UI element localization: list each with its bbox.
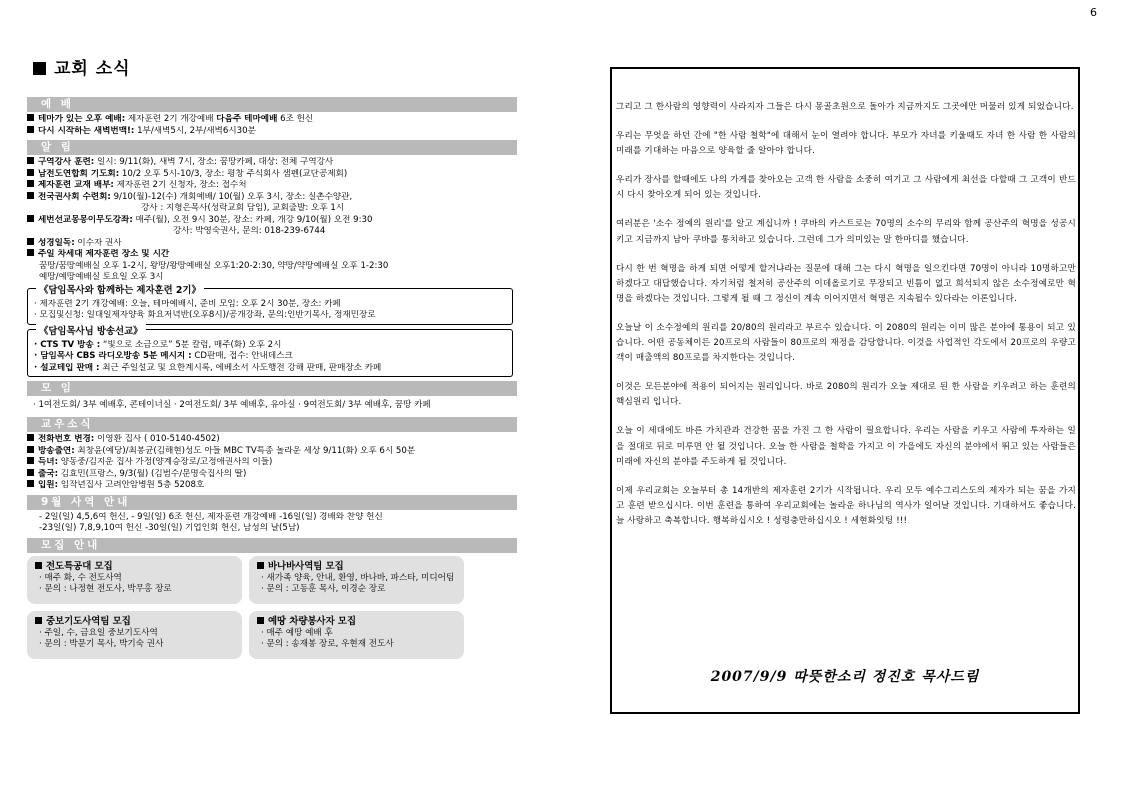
square-bullet-icon (27, 238, 34, 245)
recruit-card (249, 611, 464, 659)
card-title (257, 561, 464, 573)
card-line: · 매주 화, 수 전도사역 (39, 572, 122, 583)
recruit-card (249, 556, 464, 604)
square-bullet-icon (27, 249, 34, 256)
section-header-recruit: 모집 안내 (27, 538, 517, 553)
square-bullet-icon (27, 157, 34, 164)
column-paragraph: 우리는 무엇을 하던 간에 "한 사람 철학"에 대해서 눈이 열려야 합니다. 부모가 자녀를 키울때도 자녀 한 사람 한 사람의 미래를 기대하는 마음으로 양육할 줄 알아야 합니다. (616, 131, 1076, 157)
list-item (27, 446, 517, 458)
list-item (27, 480, 517, 492)
square-bullet-icon (27, 215, 34, 222)
square-bullet-icon (27, 169, 34, 176)
item-text: “빛으로 소금으로” 5분 칼럼, 매주(화) 오후 2시 (102, 339, 282, 350)
item-text: 제자훈련 2기 개강예배 (127, 114, 214, 124)
item-text: 이수자 권사 (77, 237, 122, 248)
section-header-schedule: 9월 사역 안내 (27, 495, 517, 510)
box-line: · 모집및신청: 일대일제자양육 화요저녁반(오후8시)/공개강좌, 문의:인반기목사, 정재민장로 (34, 310, 376, 320)
item-label: · 설교테입 판매 : (34, 362, 100, 373)
section-header-members: 교우소식 (27, 417, 517, 432)
card-title-text: 예땅 차량봉사자 모집 (268, 615, 357, 627)
item-label: 전화번호 변경: (38, 434, 95, 444)
item-text: 최근 주일설교 및 요한계시록, 에베소서 사도행전 강해 판매, 판매장소 카페 (102, 362, 382, 373)
recruit-card (27, 611, 242, 659)
square-bullet-icon (257, 617, 264, 624)
square-bullet-icon (257, 562, 264, 569)
item-text: 임작년집사 고려안암병원 5층 5208호 (60, 480, 205, 490)
list-item (27, 157, 517, 169)
column-paragraph: 다시 한 번 혁명을 하게 되면 어떻게 할거냐라는 질문에 대해 그는 다시 혁명을 일으킨다면 70명이 아니라 10명하고만 하겠다고 대답했습니다. 자기처럼 철저히 공산주의 이데올로기로 무장되고 빈틈이 없고 희석되지 않은 소수정예로만 혁명을 하겠다는 것입니다. 그렇게 될 때 그 정신이 계속 이어지면서 혁명은 지속될수 있다라는 이론입니다. (616, 263, 1076, 304)
item-text: 이영환 집사 ( 010-5140-4502) (96, 434, 220, 444)
square-bullet-icon (33, 62, 46, 75)
item-text: 1부/새벽5시, 2부/새벽6시30분 (137, 125, 256, 136)
item-text: 양동중/김지운 집사 가정(양계승장로/고정애권사의 이들) (60, 457, 273, 467)
list-item (27, 114, 517, 126)
page-title-text: 교회 소식 (54, 59, 131, 79)
square-bullet-icon (27, 434, 34, 441)
list-item (27, 169, 517, 181)
members-list (27, 434, 517, 492)
square-bullet-icon (27, 126, 34, 133)
item-text: 매주(월), 오전 9시 30분, 장소: 카페, 개강 9/10(월) 오전 9:30 (135, 214, 373, 225)
item-label: 방송출연: (38, 445, 75, 456)
item-label: 다시 시작하는 새벽번맥!: (38, 125, 135, 136)
recruit-card (27, 556, 242, 604)
section-header-worship: 예 배 (27, 97, 517, 112)
square-bullet-icon (35, 617, 42, 624)
list-item (27, 261, 517, 273)
square-bullet-icon (27, 180, 34, 187)
page-number: 6 (1090, 6, 1097, 19)
column-paragraph: 오늘날 이 소수정예의 원리를 20/80의 원리라고 부르수 있습니다. 이 2080의 원리는 이미 많은 분야에 통용이 되고 있습니다. 어떤 공동체이든 20프로의 사람들이 80프로의 재정을 감당합니다. 이것을 사업적인 각도에서 20프로의 우량고객이 매출액의 80프로를 차지한다는 것입니다. (616, 322, 1076, 364)
square-bullet-icon (27, 480, 34, 487)
pastor-column-text (616, 100, 1076, 543)
list-item (27, 180, 517, 192)
card-title (35, 561, 242, 573)
item-label: 구역강사 훈련: (38, 157, 95, 167)
item-text: 일시: 9/11(화), 새벽 7시, 장소: 꿈땅카페, 대상: 전체 구역강사 (96, 157, 334, 167)
list-item (27, 238, 517, 250)
card-line: · 문의 : 나정현 전도사, 박무홍 장로 (39, 584, 172, 594)
item-text: 제자훈련 2기 신청자, 장소: 접수처 (116, 180, 247, 190)
card-line: · 문의 : 송재봉 장로, 우현재 전도사 (261, 639, 394, 649)
card-title-text: 중보기도사역팀 모집 (46, 615, 131, 627)
item-label: 입원: (38, 480, 59, 490)
item-text: 예땅/예땅예배실 토요일 오후 3시 (39, 272, 164, 282)
list-item (27, 126, 517, 138)
list-item (27, 434, 517, 446)
card-title-text: 전도특공대 모집 (46, 560, 113, 572)
column-paragraph: 우리가 장사를 할때에도 나의 가게를 찾아오는 고객 한 사람을 소중히 여기고 그 사람에게 최선을 다할때 그 고객이 반드시 다시 찾아오게 되어 있는 것입니다. (616, 175, 1076, 201)
item-label: 테마가 있는 오후 예배: (38, 114, 126, 124)
item-text: 강사 : 지형은목사(성락교회 담임), 교회출발: 오후 1시 (141, 203, 345, 213)
square-bullet-icon (27, 192, 34, 199)
broadcast-box (27, 325, 513, 378)
card-title (257, 616, 464, 628)
item-label: 득녀: (38, 457, 59, 467)
box-line: · 제자훈련 2기 개강예배: 오늘, 테마예배시, 준비 모임: 오후 2시 30분, 장소: 카페 (34, 298, 341, 309)
schedule-line: - 2일(일) 4,5,6여 헌신, - 9일(일) 6조 헌신, 제자훈련 개강예배 -16일(일) 경배와 찬양 헌신 (39, 511, 383, 522)
page-title (33, 54, 517, 79)
signature: 2007/9/9 따뜻한소리 정진호 목사드림 (710, 669, 980, 685)
column-paragraph: 이것은 모든분야에 적용이 되어지는 원리입니다. 바로 2080의 원리가 오늘 제대로 된 한 사람을 키우려고 하는 훈련의 핵심원리 입니다. (616, 382, 1076, 408)
news-list (27, 157, 517, 284)
item-text: 꿈땅/꿈땅예배실 오후 1-2시, 왕땅/왕땅예배실 오후1:20-2:30, 약땅/약땅예배실 오후 1-2:30 (39, 260, 389, 271)
square-bullet-icon (27, 114, 34, 121)
square-bullet-icon (27, 457, 34, 464)
item-label: 성경일독: (38, 237, 75, 248)
card-title (35, 616, 242, 628)
item-label: 다음주 테마예배 (216, 114, 278, 124)
list-item (27, 192, 517, 204)
box-line (34, 363, 508, 375)
item-label: · CTS TV 방송 : (34, 339, 101, 350)
card-line: · 문의 : 고동훈 목사, 이경순 장로 (261, 584, 386, 594)
pastor-column-box (610, 67, 1080, 714)
section-header-gatherings: 모 임 (27, 381, 517, 396)
list-item (27, 215, 517, 227)
item-label: 남전도연합회 기도회: (38, 168, 120, 179)
card-title-text: 바나바사역팀 모집 (268, 560, 344, 572)
box-line (34, 351, 508, 363)
item-text: 10/2 오후 5시-10/3, 장소: 평창 주식회사 샘펜(교단공제회) (121, 168, 348, 179)
column-paragraph: 이제 우리교회는 오늘부터 총 14개반의 제자훈련 2기가 시작됩니다. 우리 모두 예수그리스도의 제자가 되는 꿈을 가지고 훈련 받으십시다. 이번 훈련을 통하여 우리교회에는 놀라운 하나님의 역사가 일어날 것입니다. 기대하셔도 좋습니다. 늘 사랑하고 축복합니다. 행복하십시오 ! 성령충만하십시오 ! 세현화잇팅 !!! (616, 485, 1076, 526)
list-item (27, 249, 517, 261)
schedule-line: -23일(일) 7,8,9,10여 헌신 -30일(일) 기업인회 헌신, 남성의 날(5남) (39, 523, 300, 533)
box-line (34, 340, 508, 352)
item-text: 최창윤(예당)/최봉균(김해현)성도 아들 MBC TV특종 놀라운 세상 9/11(화) 오후 6시 50분 (77, 445, 416, 456)
square-bullet-icon (27, 446, 34, 453)
list-item (27, 469, 517, 481)
item-label: 제자훈련 교재 배부: (38, 180, 114, 190)
list-item (27, 457, 517, 469)
item-text: CD판매, 접수: 안내데스크 (194, 351, 293, 361)
item-text: 김효민(프랑스, 9/3(월) (김범수/문명숙집사의 딸) (60, 468, 247, 479)
list-item (27, 203, 517, 215)
gatherings-text: · 1여전도회/ 3부 예배후, 콘테이너실 · 2여전도회/ 3부 예배후, 유아실 · 9여전도회/ 3부 예배후, 꿈땅 카페 (33, 400, 431, 410)
item-label: 주일 차세대 제자훈련 장소 및 시간 (38, 249, 170, 259)
item-label: 출국: (38, 468, 59, 479)
column-paragraph: 오늘 이 세대에도 바른 가치관과 건강한 꿈을 가진 그 한 사람이 필요합니다. 우리는 사람을 키우고 사람에 투자하는 일을 절대로 뒤로 미루면 안 될 것입니다. 오늘 한 사람을 철학을 가지고 이 가을에도 자신의 분야에서 뛰고 있는 사람들은 미래에 자신의 분야를 주도하게 될 것입니다. (616, 426, 1076, 467)
box-title: 《담임목사와 함께하는 제자훈련 2기》 (36, 282, 204, 296)
recruit-cards (27, 556, 517, 659)
column-paragraph: 여러분은 '소수 정예의 원리'를 알고 계십니까 ! 쿠바의 카스트로는 70명의 소수의 무리와 함께 공산주의 혁명을 성공시키고 지금까지 남아 쿠바를 통치하고 있습니다. 그런데 그가 의미있는 말 한마디를 했습니다. (616, 219, 1076, 245)
card-line: · 새가족 양육, 안내, 환영, 바나바, 파스타, 미디어팀 (261, 572, 455, 583)
item-text: 6조 헌신 (280, 114, 314, 124)
card-line: · 매주 예땅 예배 후 (261, 627, 333, 638)
list-item (27, 226, 517, 238)
card-line: · 주일, 수, 금요일 중보기도사역 (39, 627, 158, 638)
item-label: · 담임목사 CBS 라디오방송 5분 메시지 : (34, 351, 192, 361)
section-header-news: 알 림 (27, 140, 517, 155)
box-title: 《담임목사님 방송선교》 (36, 323, 146, 337)
discipleship-box (27, 284, 513, 325)
item-text: 9/10(월)-12(수) 개회예배/ 10(월) 오후 3시, 장소: 실촌수양관, (113, 191, 353, 202)
item-text: 강사: 박영숙권사, 문의: 018-239-6744 (173, 226, 326, 236)
worship-list (27, 114, 517, 137)
square-bullet-icon (35, 562, 42, 569)
card-line: · 문의 : 박문기 목사, 박기숙 권사 (39, 639, 164, 649)
column-paragraph: 그리고 그 한사람의 영향력이 사라지자 그들은 다시 몽골초원으로 돌아가 지금까지도 그곳에만 머물러 있게 되었습니다. (616, 102, 1074, 112)
square-bullet-icon (27, 469, 34, 476)
news-column (27, 54, 517, 659)
item-label: 세번선교몽몽이무도강좌: (38, 214, 133, 225)
item-label: 전국권사회 수련회: (38, 191, 111, 202)
